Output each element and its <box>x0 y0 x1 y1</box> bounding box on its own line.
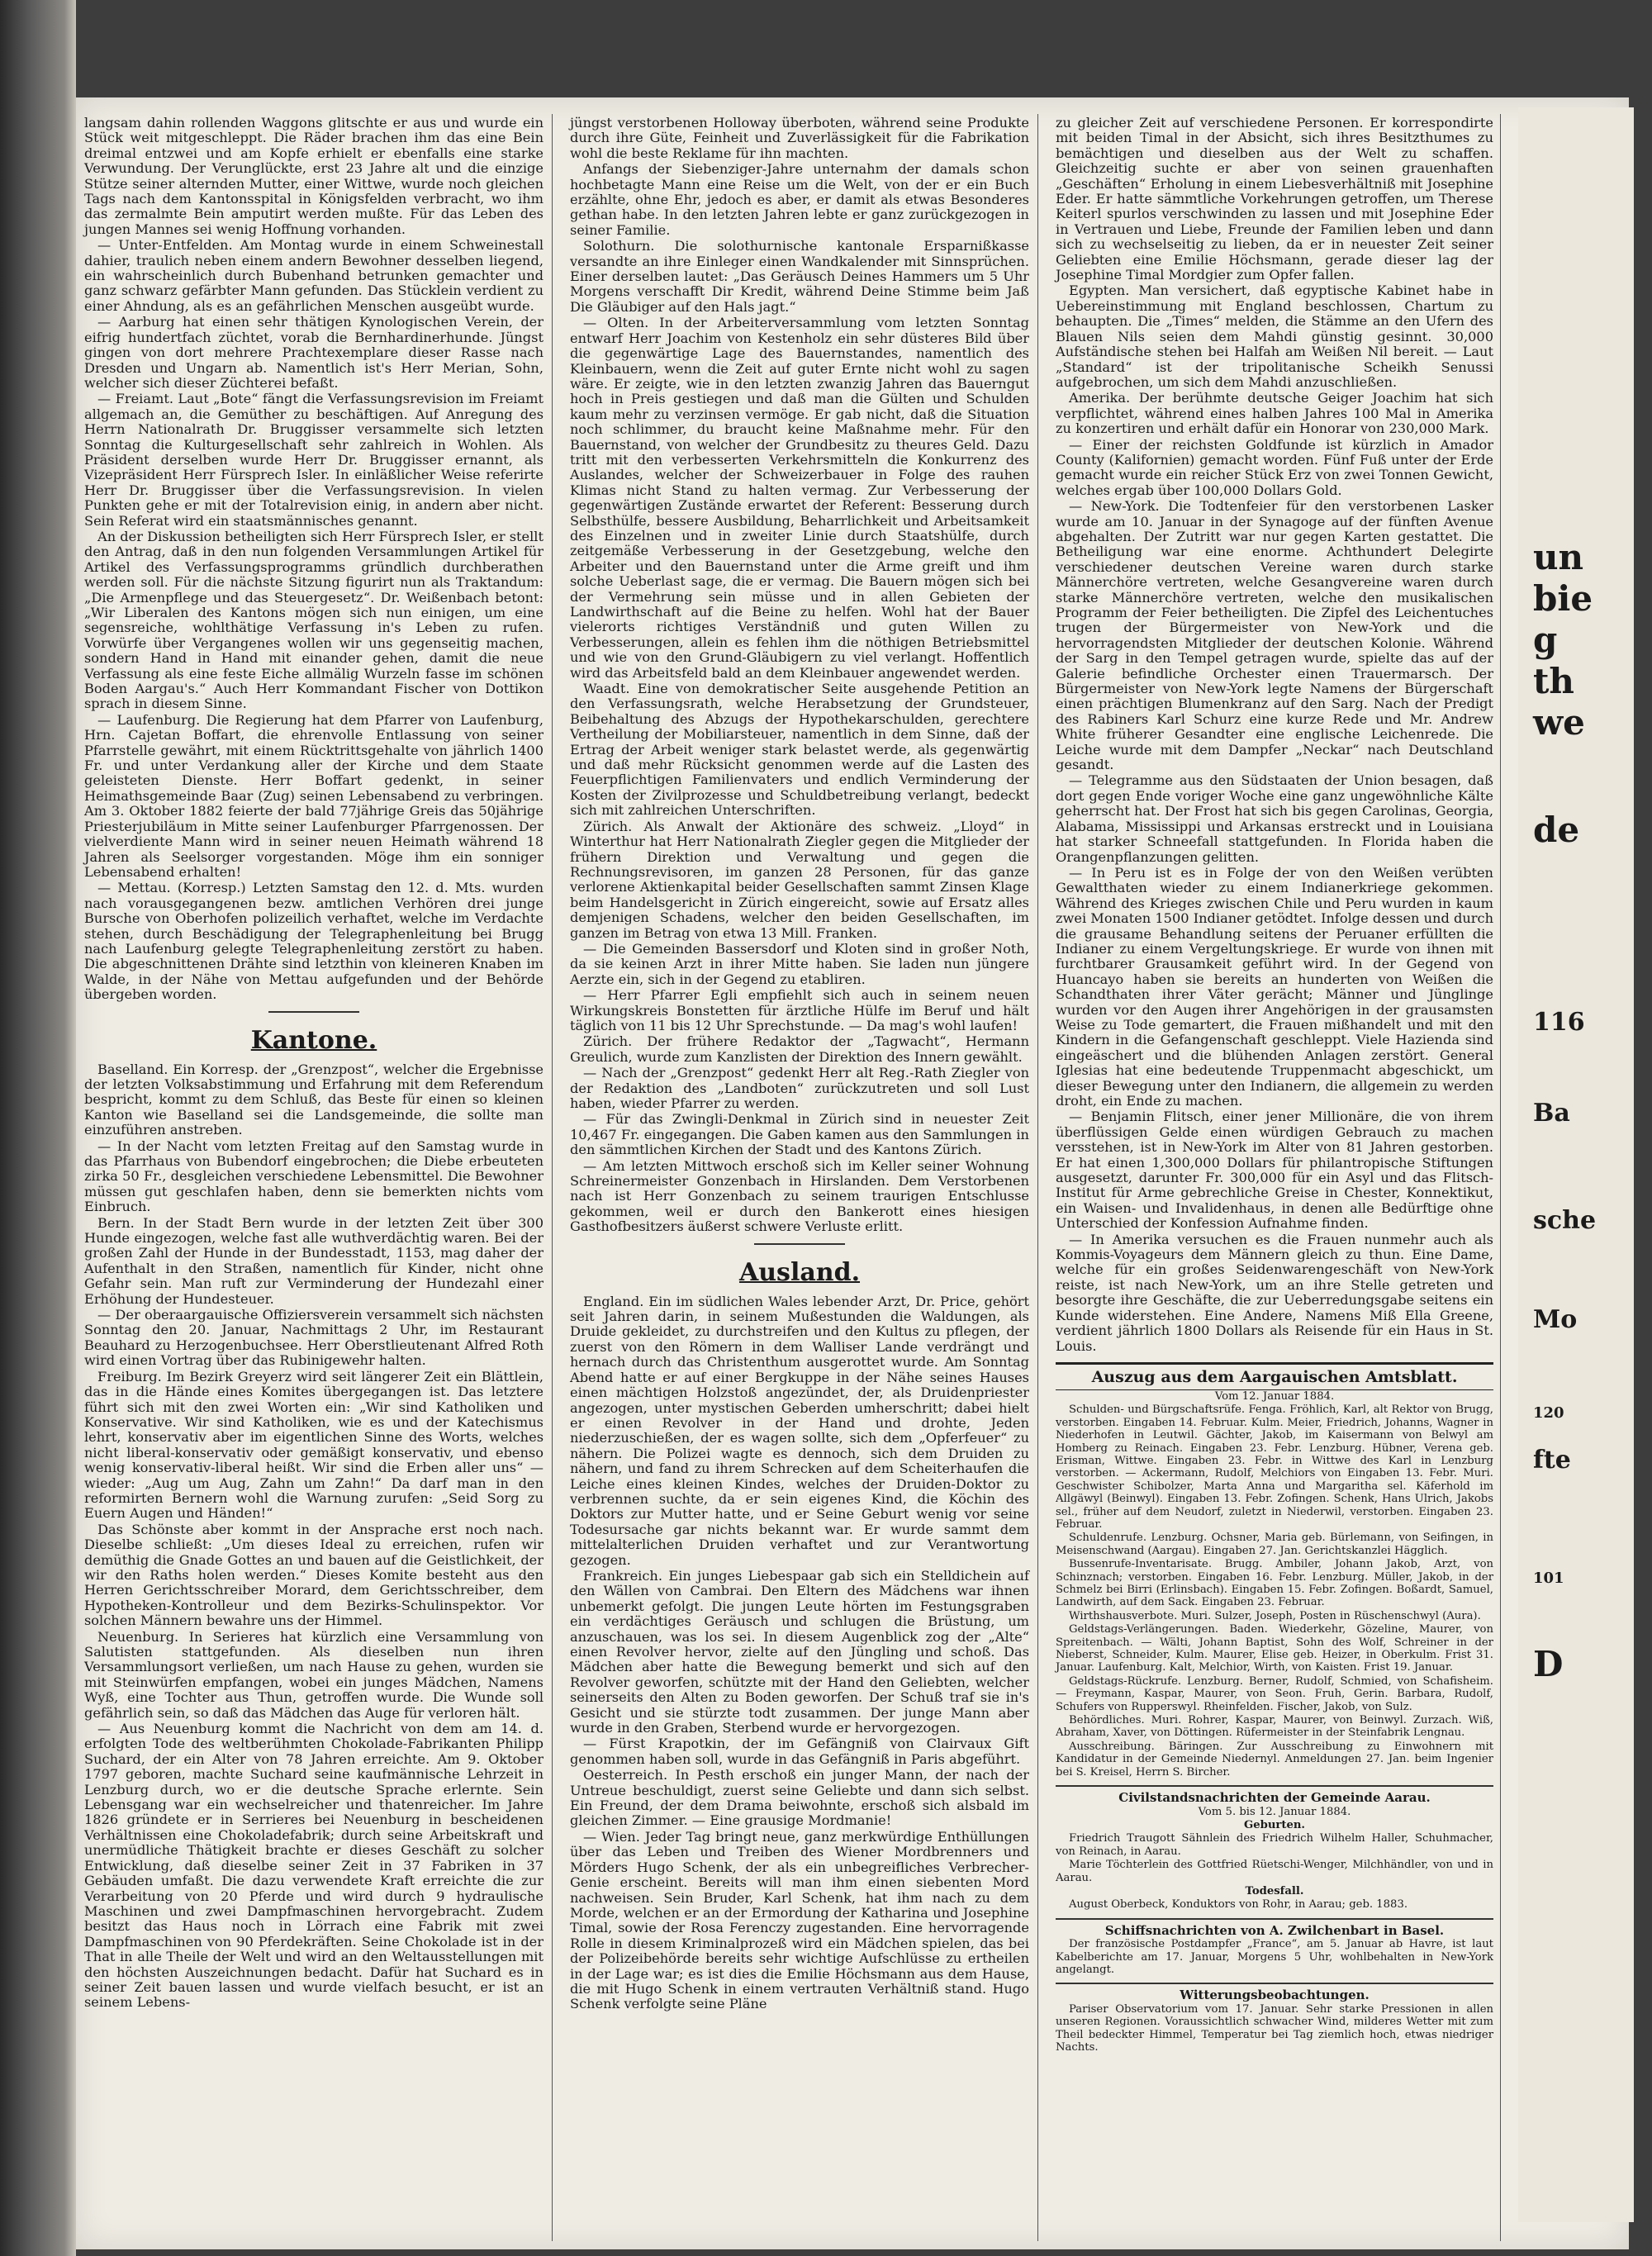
article-paragraph: Zürich. Der frühere Redaktor der „Tagwacht“, Hermann Greulich, wurde zum Kanzlisten der Direktion des Innern gewählt. <box>570 1033 1029 1065</box>
article-paragraph: — Der oberaargauische Offiziersverein versammelt sich nächsten Sonntag den 20. Januar, Nachmittags 2 Uhr, im Restaurant Beauhard zu Herzogenbuchsee. Herr Oberstlieutenant Alfred Roth wird einen Vortrag über das Rubinigewehr halten. <box>84 1307 544 1369</box>
newspaper-page <box>76 97 1629 2249</box>
article-paragraph: Amerika. Der berühmte deutsche Geiger Joachim hat sich verpflichtet, während eines halben Jahres 100 Mal in Amerika zu konzertiren und erhält dafür ein Honorar von 230,000 Mark. <box>1056 390 1493 437</box>
column-3 <box>1056 116 1493 2054</box>
article-paragraph: — Für das Zwingli-Denkmal in Zürich sind in neuester Zeit 10,467 Fr. eingegangen. Die Gaben kamen aus den Sammlungen in den sämmtlichen Kirchen der Stadt und des Kantons Zürich. <box>570 1111 1029 1158</box>
column-rule <box>1037 114 1038 2241</box>
civil-birth-entry: Marie Töchterlein des Gottfried Rüetschi-Wenger, Milchhändler, von und in Aarau. <box>1056 1859 1493 1884</box>
strip-fragment: bie <box>1533 578 1593 619</box>
article-paragraph: Egypten. Man versichert, daß egyptische Kabinet habe in Uebereinstimmung mit England beschlossen, Chartum zu behaupten. Die „Times“ melden, die Stämme an den Ufern des Blauen Nils seien dem Mahdi günstig gesinnt. 30,000 Aufständische stehen bei Halfah am Weißen Nil bereit. — Laut „Standard“ ist der tripolitanische Scheikh Senussi aufgebrochen, um sich dem Mahdi anzuschließen. <box>1056 283 1493 390</box>
article-paragraph: — Telegramme aus den Südstaaten der Union besagen, daß dort gegen Ende voriger Woche eine ganz ungewöhnliche Kälte geherrscht hat. Der Frost hat sich bis gegen Carolinas, Georgia, Alabama, Mississippi und Arkansas erstreckt und in Louisiana hat starker Schneefall stattgefunden. In Florida haben die Orangenpflanzungen gelitten. <box>1056 772 1493 865</box>
article-paragraph: England. Ein im südlichen Wales lebender Arzt, Dr. Price, gehört seit Jahren darin, in seinem Mußestunden die Waldungen, als Druide gekleidet, zu durchstreifen und den Kultus zu pflegen, der zuerst von den Römern in dem Walliser Lande verdrängt und hernach durch das Christenthum ausgerottet wurde. Am Sonntag Abend hatte er auf einer Bergkuppe in der Nähe seines Hauses einen mächtigen Holzstoß angezündet, der, als Druidenpriester angezogen, unter mystischen Geberden umherschritt; dabei hielt er einen Revolver in der Hand und drohte, Jeden niederzuschießen, der es wagen sollte, sich dem „Opferfeuer“ zu nähern. Die Polizei wagte es dennoch, sich dem Druiden zu nähern, und fand zu ihrem Schrecken auf dem Scheiterhaufen die Leiche eines kleinen Kindes, welches der Druiden-Doktor zu verbrennen suchte, da er sein eigenes Kind, die Köchin des Doktors zur Mutter hatte, und er Seine Geburt wenig vor seine Todesursache gar nichts bekannt war. Er wurde sammt dem mittelalterlichen Druiden verhaftet und zur Verantwortung gezogen. <box>570 1293 1029 1568</box>
civil-death-entry: August Oberbeck, Konduktors von Rohr, in Aarau; geb. 1883. <box>1069 1898 1408 1912</box>
article-paragraph: Baselland. Ein Korresp. der „Grenzpost“, welcher die Ergebnisse der letzten Volksabstimmung und Erfahrung mit dem Referendum bespricht, kommt zu dem Schluß, das Beste für einen so kleinen Kanton wie Baselland sei die Landsgemeinde, die sollte man einzuführen anstreben. <box>84 1061 544 1138</box>
column-rule <box>552 114 553 2241</box>
strip-fragment: Mo <box>1533 1305 1578 1334</box>
article-paragraph: Waadt. Eine von demokratischer Seite ausgehende Petition an den Verfassungsrath, welche Herabsetzung der Grundsteuer, Beibehaltung des Abzugs der Hypothekarschulden, gerechtere Vertheilung der Mobiliarsteuer, namentlich in dem Sinne, daß der Ertrag der Arbeit weniger stark belastet werde, als gegenwärtig und daß mehr Rücksicht genommen werde auf die Lasten des Feuerpflichtigen Familienvaters und endlich Verminderung der Kosten der Zivilprozesse und Schuldbetreibung verlangt, bedeckt sich mit zahlreichen Unterschriften. <box>570 681 1029 819</box>
civil-date: Vom 5. bis 12. Januar 1884. <box>1198 1805 1351 1818</box>
article-paragraph: jüngst verstorbenen Holloway überboten, während seine Produkte durch ihre Güte, Feinheit und Zuverlässigkeit für die Fabrikation wohl die beste Reklame für ihn machten. <box>570 115 1029 161</box>
strip-fragment: g <box>1533 620 1558 660</box>
article-paragraph: — Herr Pfarrer Egli empfiehlt sich auch in seinem neuen Wirkungskreis Bonstetten für ärztliche Hülfe im Beruf und hält täglich von 11 bis 12 Uhr Sprechstunde. — Da mag's wohl laufen! <box>570 987 1029 1033</box>
amtsblatt-entry: Schuldenrufe. Lenzburg. Ochsner, Maria geb. Bürlemann, von Seifingen, in Meisenschwand (Aargau). Eingaben 27. Jan. Gerichtskanzlei Hägglich. <box>1056 1532 1493 1557</box>
strip-fragment: we <box>1533 702 1585 743</box>
ship-news-title: Schiffsnachrichten von A. Zwilchenbart in Basel. <box>1056 1918 1493 1938</box>
strip-fragment: de <box>1533 810 1580 850</box>
strip-fragment: 116 <box>1533 1008 1585 1037</box>
civil-title: Civilstandsnachrichten der Gemeinde Aarau. <box>1056 1785 1493 1805</box>
weather-title: Witterungsbeobachtungen. <box>1056 1983 1493 2002</box>
section-title-kantone: Kantone. <box>250 1025 377 1055</box>
article-paragraph: — Wien. Jeder Tag bringt neue, ganz merkwürdige Enthüllungen über das Leben und Treiben des Wiener Mordbrenners und Mörders Hugo Schenk, der als ein unbegreifliches Verbrecher-Genie erscheint. Bereits will man ihm einen siebenten Mord nachweisen. Sein Bruder, Karl Schenk, hat ihm nach zu dem Morde, welchen er an der Ermordung der Katharina und Josephine Timal, sowie der Rosa Ferenczy zugestanden. Eine hervorragende Rolle in diesem Kriminalprozeß wird ein Mädchen spielen, das bei der Polizeibehörde bereits sehr wichtige Aufschlüsse zu ertheilen in der Lage war; es ist dies die Emilie Höchsmann aus dem Hause, die mit Hugo Schenk in einem vertrauten Verhältniß stand. Hugo Schenk verfolgte seine Pläne <box>570 1828 1029 2012</box>
strip-fragment: 120 <box>1533 1404 1564 1422</box>
article-paragraph: Freiburg. Im Bezirk Greyerz wird seit längerer Zeit ein Blättlein, das in die Hände eines Komites übergegangen ist. Das letztere führt sich mit den zwei Worten ein: „Wir sind Katholiken und Konservative. Wir sind Katholiken, wie es und der Katechismus lehrt, konservativ aber im eigentlichen Sinne des Worts, welches nicht liberal-konservativ oder gemäßigt konservativ, und ebenso wenig konservativ-liberal heißt. Wir sind die Erben aller uns“ — wieder: „Aug um Aug, Zahn um Zahn!“ Da darf man in den reformirten Bernern wohl die Warnung zurufen: „Seid Sorg zu Euern Augen und Händen!“ <box>84 1368 544 1522</box>
ship-news-text: Der französische Postdampfer „France“, am 5. Januar ab Havre, ist laut Kabelberichte am 17. Januar, Morgens 5 Uhr, wohlbehalten in New-York angelangt. <box>1056 1938 1493 1976</box>
amtsblatt-entry: Behördliches. Muri. Rohrer, Kaspar, Maurer, von Beinwyl. Zurzach. Wiß, Abraham, Xaver, von Döttingen. Rüfermeister in der Steinfabrik Lengnau. <box>1056 1714 1493 1740</box>
article-paragraph: Bern. In der Stadt Bern wurde in der letzten Zeit über 300 Hunde eingezogen, welche fast alle wuthverdächtig waren. Bei der großen Zahl der Hunde in der Bundesstadt, 1153, mag daher der Aufenthalt in den Straßen, namentlich für Kinder, nicht ohne Gefahr sein. Man ruft zur Verminderung der Hundezahl einer Erhöhung der Hundesteuer. <box>84 1214 544 1307</box>
amtsblatt-entry: Geldstags-Rückrufe. Lenzburg. Berner, Rudolf, Schmied, von Schafisheim. — Freymann, Kaspar, Maurer, von Seon. Fruh, Gerin. Barbara, Rudolf, Schufers von Rupperswyl. Rheinfelden. Fischer, Jakob, von Sulz. <box>1056 1674 1493 1713</box>
amtsblatt-date: Vom 12. Januar 1884. <box>1214 1389 1335 1403</box>
article-paragraph: Neuenburg. In Serieres hat kürzlich eine Versammlung von Salutisten stattgefunden. Als dieselben nun ihren Versammlungsort verließen, um nach Hause zu gehen, wurden sie mit Steinwürfen empfangen, wobei ein junges Mädchen, Namens Wyß, eine Tochter aus Thun, getroffen wurde. Die Wunde soll gefährlich sein, so daß das Mädchen das Auge für verloren hält. <box>84 1628 544 1721</box>
article-paragraph: — Freiamt. Laut „Bote“ fängt die Verfassungsrevision im Freiamt allgemach an, die Gemüther zu beschäftigen. Auf Anregung des Herrn Nationalrath Dr. Bruggisser versammelte sich letzten Sonntag die Kulturgesellschaft sehr zahlreich in Wohlen. Als Präsident derselben wurde Herr Dr. Bruggisser ernannt, als Vizepräsident Herr Fürsprech Isler. In einläßlicher Weise referirte Herr Dr. Bruggisser über die Verfassungsrevision. In vielen Punkten gehe er mit der Totalrevision einig, in andern aber nicht. Sein Referat wird ein staatsmännisches genannt. <box>84 391 544 529</box>
article-paragraph: zu gleicher Zeit auf verschiedene Personen. Er korrespondirte mit beiden Timal in der Absicht, sich ihres Besitzthumes zu bemächtigen und dieselben aus der Welt zu schaffen. Gleichzeitig suchte er aber von seinen grauenhaften „Geschäften“ Erholung in einem Liebesverhältniß mit Josephine Eder. Er hatte sämmtliche Vorkehrungen getroffen, um Therese Keiterl spurlos verschwinden zu lassen und mit Josephine Eder in Vertrauen und Liebe, Freunde der Familien leben und dann sich zu wechselseitig zu lieben, da er in neuester Zeit seiner Geliebten eine Emilie Höchsmann, gerade dieser lag der Josephine Timal Mordgier zum Opfer fallen. <box>1056 115 1493 283</box>
article-paragraph: — New-York. Die Todtenfeier für den verstorbenen Lasker wurde am 10. Januar in der Synagoge auf der fünften Avenue abgehalten. Der Zutritt war nur gegen Karten gestattet. Die Betheiligung war eine enorme. Achthundert Delegirte verschiedener deutschen Vereine waren durch starke Männerchöre vertreten, welche Gesangvereine waren durch starke Männerchöre vertreten, welche den musikalischen Programm der Feier betheiligten. Die Zipfel des Leichentuches trugen der Bürgermeister von New-York und die hervorragendsten Mitglieder der deutschen Kolonie. Während der Sarg in den Tempel getragen wurde, spielte das auf der Galerie befindliche Orchester einen Trauermarsch. Der Bürgermeister von New-York legte Namens der Bürgerschaft einen prächtigen Blumenkranz auf den Sarg. Nach der Predigt des Rabiners Karl Schurz eine kurze Rede und Mr. Andrew White früherer Gesandter eine englische Leichenrede. Die Leiche wurde mit dem Dampfer „Neckar“ nach Deutschland gesandt. <box>1056 498 1493 773</box>
strip-fragment: un <box>1533 537 1584 577</box>
amtsblatt-title: Auszug aus dem Aargauischen Amtsblatt. <box>1056 1362 1493 1390</box>
article-paragraph: — Aarburg hat einen sehr thätigen Kynologischen Verein, der eifrig hundertfach züchtet, vorab die Bernhardinerhunde. Jüngst gingen von dort mehrere Prachtexemplare dieser Rasse nach Dresden und Ungarn ab. Namentlich ist's Herr Merian, Sohn, welcher sich dieser Züchterei befaßt. <box>84 314 544 391</box>
article-paragraph: — Unter-Entfelden. Am Montag wurde in einem Schweinestall dahier, traulich neben einem andern Bewohner desselben liegend, ein wahrscheinlich durch Bubenhand betrunken gemachter und ganz schwarz gefärbter Mann gefunden. Das Stücklein verdient zu einer Ahndung, als es an gefährlichen Menschen ausgeübt wurde. <box>84 237 544 314</box>
column-rule <box>1500 114 1501 2241</box>
article-paragraph: — In Amerika versuchen es die Frauen nunmehr auch als Kommis-Voyageurs dem Männern gleich zu thun. Eine Dame, welche für ein großes Seidenwarengeschäft von New-York reiste, ist nach New-York, um an ihre Stelle getreten und besorgte ihre Geschäfte, die zur Ueberredungsgabe seitens ein Kunde widerstehen. Eine Andere, Namens Miß Ella Greene, verdient jährlich 1800 Dollars als Reisende für ein Haus in St. Louis. <box>1056 1231 1493 1354</box>
article-paragraph: An der Diskussion betheiligten sich Herr Fürsprech Isler, er stellt den Antrag, daß in den nun folgenden Versammlungen Artikel für Artikel des Verfassungsprogramms gründlich durchberathen werden soll. Für die nächste Sitzung figurirt nun als Traktandum: „Die Armenpflege und das Steuergesetz“. Dr. Weißenbach betont: „Wir Liberalen des Kantons mögen sich nun einigen, um eine segensreiche, wohlthätige Verfassung in's Leben zu rufen. Vorwürfe über Vergangenes wollen wir uns gegenseitig machen, sondern Hand in Hand mit einander gehen, damit die neue Verfassung als eine feste Eiche allmälig Wurzeln fasse im schönen Boden Aargau's.“ Auch Herr Kommandant Fischer von Dottikon sprach in diesem Sinne. <box>84 528 544 712</box>
article-paragraph: — Olten. In der Arbeiterversammlung vom letzten Sonntag entwarf Herr Joachim von Kestenholz ein sehr düsteres Bild über die gegenwärtige Lage des Bauernstandes, namentlich des Kleinbauern, wenn die Zeit auf guter Ernte nicht wohl zu sagen wäre. Er zeigte, wie in den letzten zwanzig Jahren das Bauerngut hoch in Preis gestiegen und daß man die Gülten und Schulden kaum mehr zu verzinsen vermöge. Er gab nicht, daß die Situation noch schlimmer, du braucht keine Maßnahme mehr. Für den Bauernstand, von welcher der Grundbesitz zu theures Geld. Dazu tritt mit den verbesserten Verkehrsmitteln die Konkurrenz des Auslandes, welcher der Schweizerbauer in Folge des rauhen Klimas nicht Stand zu halten vermag. Zur Verbesserung der gegenwärtigen Zustände erwartet der Referent: Besserung durch Selbsthülfe, bessere Ausbildung, Beharrlichkeit und Arbeitsamkeit des Einzelnen und in zweiter Linie durch Staatshülfe, durch zeitgemäße Verbesserung in der Gesetzgebung, welche den Arbeiter und den Bauernstand unter die Arme greift und ihm solche Ueberlast sage, die er vermag. Die Bauern mögen sich bei der Vermehrung sein müsse und in allen Gebieten der Landwirthschaft auf die Beine zu helfen. Wohl hat der Bauer vielerorts richtiges Verständniß und guten Willen zu Verbesserungen, allein es fehlen ihm die nöthigen Betriebsmittel und wie von den Grund-Gläubigern zu viel verlangt. Hoffentlich wird das Arbeitsfeld bald an dem Kleinbauer angewendet werden. <box>570 315 1029 681</box>
strip-fragment: D <box>1533 1644 1564 1684</box>
article-paragraph: Oesterreich. In Pesth erschoß ein junger Mann, der nach der Untreue beschuldigt, zuerst seine Geliebte und dann sich selbst. Ein Freund, der dem Drama beiwohnte, erschoß sich alsbald im gleichen Zimmer. — Eine grausige Mordmanie! <box>570 1767 1029 1829</box>
amtsblatt-entry: Schulden- und Bürgschaftsrüfe. Fenga. Fröhlich, Karl, alt Rektor von Brugg, verstorben. Eingaben 14. Februar. Kulm. Meier, Friedrich, Johanns, Wagner in Niederhofen in Leutwil. Gächter, Jakob, im Kaisermann von Belwyl am Homberg zu Reinach. Eingaben 23. Febr. Lenzburg. Hübner, Verena geb. Erisman, Wittwe. Eingaben 23. Febr. in Wittwe des Karl in Lenzburg verstorben. — Ackermann, Rudolf, Melchiors von Eingaben 13. Febr. Muri. Geschwister Schibolzer, Marta Anna und Margaritha sel. Käferhold im Allgäwyl (Beinwyl). Eingaben 13. Febr. Zofingen. Schenk, Hans Ulrich, Jakobs sel., früher auf dem Neudorf, zuletzt in Niederwil, verstorben. Eingaben 23. Februar. <box>1056 1403 1493 1531</box>
strip-fragment: 101 <box>1533 1570 1564 1587</box>
article-paragraph: — Einer der reichsten Goldfunde ist kürzlich in Amador County (Kalifornien) gemacht worden. Fünf Fuß unter der Erde gemacht wurde ein reicher Stück Erz von zwei Tonnen Gewicht, welches ergab über 100,000 Dollars Gold. <box>1056 436 1493 498</box>
article-paragraph: — In Peru ist es in Folge der von den Weißen verübten Gewaltthaten wieder zu einem Indianerkriege gekommen. Während des Krieges zwischen Chile und Peru wurden in kaum zwei Monaten 1500 Indianer getödtet. Infolge dessen und durch die grausame Behandlung seitens der Peruaner erfüllten die Indianer zu einem Vergeltungskriege. Er wurde von ihnen mit furchtbarer Grausamkeit geführt wird. In der Gegend von Huancayo haben sie bereits an hunderten von Weißen die Schandthaten ihrer Väter gerächt; Männer und Jünglinge wurden vor den Augen ihrer Angehörigen in der grausamsten Weise zu Tode gemartert, die Frauen mißhandelt und mit den Kindern in die Gefangenschaft geschleppt. Viele Hazienda sind eingeäschert und die blühenden Anlagen zerstört. General Iglesias hat eine bedeutende Truppenmacht abgeschickt, um dieser Bewegung unter den Indianern, die allgemein zu werden droht, ein Ende zu machen. <box>1056 864 1493 1109</box>
article-paragraph: — Die Gemeinden Bassersdorf und Kloten sind in großer Noth, da sie keinen Arzt in ihrer Mitte haben. Sie laden nun jüngere Aerzte ein, sich in der Gegend zu etabliren. <box>570 940 1029 987</box>
adjacent-page-strip <box>1518 107 1634 2222</box>
article-paragraph: Frankreich. Ein junges Liebespaar gab sich ein Stelldichein auf den Wällen von Cambrai. Den Eltern des Mädchens war ihnen unbemerkt gefolgt. Die jungen Leute hörten im Festungsgraben ein verdächtiges Geräusch und schlugen die Brüstung, um anzuschauen, was los sei. In diesem Augenblick zog der „Alte“ einen Revolver hervor, zielte auf den Jüngling und schoß. Das Mädchen aber hatte die Bewegung bemerkt und sich auf den Revolver geworfen, schützte mit der Hand den Geliebten, welcher seinerseits den Alten zu Boden geworfen. Der Schuß traf sie in's Gesicht und sie stürzte todt zusammen. Der junge Mann aber wurde in den Graben, Sterbend wurde er hervorgezogen. <box>570 1567 1029 1736</box>
strip-fragment: Ba <box>1533 1099 1570 1128</box>
strip-fragment: fte <box>1533 1446 1571 1475</box>
civil-births-heading: Geburten. <box>1243 1818 1306 1831</box>
amtsblatt-entry: Wirthshausverbote. Muri. Sulzer, Joseph, Posten in Rüschenschwyl (Aura). <box>1069 1609 1481 1622</box>
article-paragraph: — Mettau. (Korresp.) Letzten Samstag den 12. d. Mts. wurden nach vorausgegangenen bezw. amtlichen Verhören drei junge Bursche von Oberhofen polizeilich verhaftet, welche im Verdachte stehen, durch Beschädigung der Telegraphenleitung bei Brugg nach Laufenburg gelegte Telegraphenleitung zerstört zu haben. Die abgeschnittenen Drähte sind letzthin von kleineren Knaben im Walde, in der Nähe von Mettau aufgefunden und der Behörde übergeben worden. <box>84 880 544 1003</box>
amtsblatt-entry: Ausschreibung. Bäringen. Zur Ausschreibung zu Einwohnern mit Kandidatur in der Gemeinde Niedernyl. Anmeldungen 27. Jan. beim Ingenier bei S. Kreisel, Herrn S. Bircher. <box>1056 1740 1493 1779</box>
amtsblatt-entry: Geldstags-Verlängerungen. Baden. Wiederkehr, Gözeline, Maurer, von Spreitenbach. — Wälti, Johann Baptist, Sohn des Wolf, Schreiner in der Nieberst, Schneider, Kulm. Maurer, Elise geb. Heizer, in Oberkulm. Frist 31. Januar. Laufenburg. Kalt, Melchior, Wirth, von Kaisten. Frist 19. Januar. <box>1056 1623 1493 1674</box>
column-1 <box>84 116 544 2011</box>
article-paragraph: — In der Nacht vom letzten Freitag auf den Samstag wurde in das Pfarrhaus von Bubendorf eingebrochen; die Diebe erbeuteten zirka 50 Fr., desgleichen verschiedene Lebensmittel. Die Bewohner müssen gut geschlafen haben, denn sie bemerkten nichts vom Einbruch. <box>84 1137 544 1215</box>
section-separator <box>268 1011 359 1013</box>
article-paragraph: — Nach der „Grenzpost“ gedenkt Herr alt Reg.-Rath Ziegler von der Redaktion des „Landboten“ zurückzutreten und soll Lust haben, wieder Pfarrer zu werden. <box>570 1065 1029 1111</box>
article-paragraph: langsam dahin rollenden Waggons glitschte er aus und wurde ein Stück weit mitgeschleppt. Die Räder brachen ihm das eine Bein dreimal entzwei und am Kopfe erhielt er ebenfalls eine starke Verwundung. Der Verunglückte, erst 23 Jahre alt und die einzige Stütze seiner alternden Mutter, einer Wittwe, wurde noch gleichen Tags nach dem Kantonsspital in Königsfelden verbracht, wo ihm das zermalmte Bein amputirt werden mußte. Für das Leben des jungen Mannes sei wenig Hoffnung vorhanden. <box>84 115 544 237</box>
article-paragraph: — Aus Neuenburg kommt die Nachricht von dem am 14. d. erfolgten Tode des weltberühmten Chokolade-Fabrikanten Philipp Suchard, der ein Alter von 78 Jahren erreichte. Am 9. Oktober 1797 geboren, machte Suchard seine kaufmännische Lehrzeit in Lenzburg durch, wo er die deutsche Sprache erlernte. Sein Lebensgang war ein wechselreicher und thatenreicher. Im Jahre 1826 gründete er in Serrieres bei Neuenburg in bescheidenen Verhältnissen eine Chokoladefabrik; durch seine Arbeitskraft und unermüdliche Thätigkeit brachte er dieses Geschäft zu solcher Entwicklung, daß dieselbe seiner Zeit in 37 Fabriken in 37 Gebäuden umfaßt. Die dazu verwendete Kraft erreichte die zur Verarbeitung von 20 Pferde und wird durch 9 hydraulische Maschinen und zwei Dampfmaschinen hervorgebracht. Zudem besitzt das Haus noch in Lörrach eine Fabrik mit zwei Dampfmaschinen von 90 Pferdekräften. Seine Chokolade ist in der That in alle Theile der Welt und wird an den Weltausstellungen mit den höchsten Auszeichnungen bedacht. Dafür hat Suchard es in seiner Zeit bauen lassen und wurde vielfach besucht, er ist an seinem Lebens- <box>84 1721 544 2011</box>
weather-text: Pariser Observatorium vom 17. Januar. Sehr starke Pressionen in allen unseren Regionen. Voraussichtlich schwacher Wind, milderes Wetter mit zum Theil bedeckter Himmel, Temperatur bei Tag ziemlich hoch, etwas niedriger Nachts. <box>1056 2002 1493 2054</box>
section-title-ausland: Ausland. <box>738 1257 861 1287</box>
article-paragraph: Anfangs der Siebenziger-Jahre unternahm der damals schon hochbetagte Mann eine Reise um die Welt, von der er ein Buch erzählte, ohne Ehr, jedoch es aber, er damit als etwas Besonderes gethan habe. In den letzten Jahren lebte er ganz zurückgezogen in seiner Familie. <box>570 161 1029 238</box>
civil-birth-entry: Friedrich Traugott Sähnlein des Friedrich Wilhelm Haller, Schuhmacher, von Reinach, in Aarau. <box>1056 1832 1493 1858</box>
article-paragraph: Zürich. Als Anwalt der Aktionäre des schweiz. „Lloyd“ in Winterthur hat Herr Nationalrath Ziegler gegen die Mitglieder der frühern Direktion und Verwaltung und gegen die Rechnungsrevisoren, im ganzen 28 Personen, für das ganze verlorene Aktienkapital beider Gesellschaften sammt Zinsen Klage beim Handelsgericht in Zürich eingereicht, sowie auf Ersatz alles demjenigen Schadens, welcher den beiden Gesellschaften, im ganzen im Betrag von etwa 13 Mill. Franken. <box>570 818 1029 941</box>
amtsblatt-entry: Bussenrufe-Inventarisate. Brugg. Ambiler, Johann Jakob, Arzt, von Schinznach; verstorben. Eingaben 16. Febr. Lenzburg. Müller, Jakob, in der Schmelz bei Birri (Erlinsbach). Eingaben 15. Febr. Zofingen. Boßardt, Samuel, Landwirth, auf dem Sack. Eingaben 23. Februar. <box>1056 1558 1493 1609</box>
article-paragraph: Solothurn. Die solothurnische kantonale Ersparnißkasse versandte an ihre Einleger einen Wandkalender mit Sinnsprüchen. Einer derselben lautet: „Das Geräusch Deines Hammers um 5 Uhr Morgens verschafft Dir Kredit, während Deine Stimme beim Jaß Die Gläubiger auf den Hals jagt.“ <box>570 238 1029 315</box>
section-separator <box>754 1243 845 1245</box>
article-paragraph: — Laufenburg. Die Regierung hat dem Pfarrer von Laufenburg, Hrn. Cajetan Boffart, die ehrenvolle Entlassung von seiner Pfarrstelle gewährt, mit einem Rücktrittsgehalte von jährlich 1400 Fr. und unter Verdankung aller der Kirche und dem Staate geleisteten Dienste. Herr Boffart gedenkt, in seiner Heimathsgemeinde Baar (Zug) seinen Lebensabend zu verbringen. Am 3. Oktober 1882 feierte der bald 77jährige Greis das 50jährige Priesterjubiläum in Mitte seiner Laufenburger Pfarrgenossen. Der vielverdiente Mann wird in seiner neuen Heimath während 18 Jahren als Seelsorger vorgestanden. Möge ihm ein sonniger Lebensabend erhalten! <box>84 711 544 880</box>
article-paragraph: — Benjamin Flitsch, einer jener Millionäre, die von ihrem überflüssigen Gelde einen würdigen Gebrauch zu machen versstehen, ist in New-York im Alter von 81 Jahren gestorben. Er hat einen 1,300,000 Dollars für philantropische Stiftungen ausgesetzt, darunter Fr. 300,000 für ein Asyl und das Flitsch-Institut für Arme gebrechliche Greise in Chester, Konnektikut, ein Waisen- und Invalidenhaus, in denen alle Bedürftige ohne Unterschied der Konfession Aufnahme finden. <box>1056 1109 1493 1232</box>
article-paragraph: Das Schönste aber kommt in der Ansprache erst noch nach. Dieselbe schließt: „Um dieses Ideal zu erreichen, rufen wir demüthig die Gnade Gottes an und bauen auf die Geistlichkeit, der wir den Raths holen werden.“ Dieses Komite besteht aus den Herren Gerichtsschreiber Morard, dem Gerichtsschreiber, dem Hypotheken-Kontrolleur und dem Bezirks-Schulinspektor. Vor solchen Männern bewahre uns der Himmel. <box>84 1521 544 1629</box>
column-2 <box>570 116 1029 2013</box>
binding-shadow <box>0 0 76 2256</box>
strip-fragment: sche <box>1533 1206 1597 1235</box>
article-paragraph: — Am letzten Mittwoch erschoß sich im Keller seiner Wohnung Schreinermeister Gonzenbach in Hirslanden. Dem Verstorbenen nach ist Herr Gonzenbach zu seinem traurigen Entschlusse gekommen, weil er durch den Bankerott eines hiesigen Gasthofbesitzers äußerst schwere Verluste erlitt. <box>570 1157 1029 1235</box>
article-paragraph: — Fürst Krapotkin, der im Gefängniß von Clairvaux Gift genommen haben soll, wurde in das Gefängniß in Paris abgeführt. <box>570 1736 1029 1767</box>
civil-deaths-heading: Todesfall. <box>1245 1884 1304 1897</box>
strip-fragment: th <box>1533 661 1574 701</box>
